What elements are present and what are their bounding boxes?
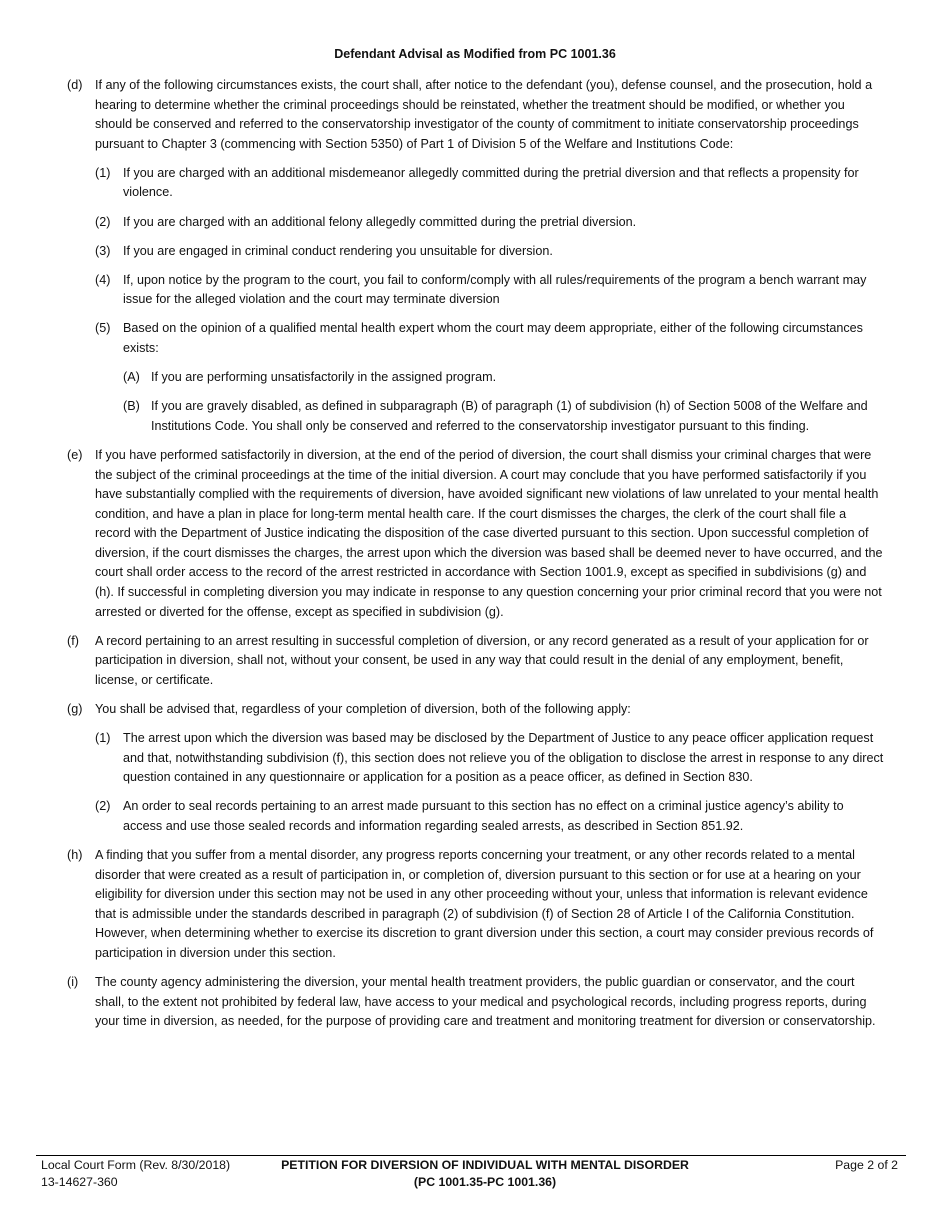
paragraph-item xyxy=(67,632,885,691)
paragraph-text: If you are engaged in criminal conduct rendering you unsuitable for diversion. xyxy=(123,243,553,258)
paragraph-label: (3) xyxy=(95,243,111,258)
footer-doc-title-line2: (PC 1001.35-PC 1001.36) xyxy=(413,1175,557,1189)
paragraph-label: (5) xyxy=(95,321,111,336)
advisal-body xyxy=(67,76,885,1041)
paragraph-text: If you have performed satisfactorily in diversion, at the end of the period of diversion, the court shall dismiss your criminal charges that were the subject of the criminal proceedings at the time of the initial diversion. A court may conclude that you have performed satisfactorily if you have substantially complied with the requirements of diversion, have avoided significant new violations of law unrelated to your mental health condition, and have a plan in place for long-term mental health care. If the court dismisses the charges, the clerk of the court shall file a record with the Department of Justice indicating the disposition of the case diverted pursuant to this section. Upon successful completion of diversion, if the court dismisses the charges, the arrest upon which the diversion was based shall be deemed never to have occurred, and the court shall order access to the record of the arrest restricted in accordance with Section 1001.9, except as specified in subdivisions (g) and (h). If successful in completing diversion you may indicate in response to any question concerning your prior criminal record that you were not arrested or diverted for the offense, except as specified in subdivision (g). xyxy=(95,447,883,619)
paragraph-text: A record pertaining to an arrest resulting in successful completion of diversion, or any record generated as a result of your application for or participation in diversion, shall not, without your consent, be used in any way that could result in the denial of any employment, benefit, license, or certificate. xyxy=(95,633,869,687)
footer-doc-title-line1: PETITION FOR DIVERSION OF INDIVIDUAL WITH MENTAL DISORDER xyxy=(281,1158,689,1172)
paragraph-item xyxy=(123,397,885,436)
paragraph-label: (f) xyxy=(67,633,79,648)
paragraph-text: If you are charged with an additional felony allegedly committed during the pretrial diversion. xyxy=(123,214,637,229)
paragraph-item xyxy=(95,797,885,836)
paragraph-text: If any of the following circumstances exists, the court shall, after notice to the defendant (you), defense counsel, and the prosecution, hold a hearing to determine whether the criminal proceedings should be reinstated, whether the treatment should be modified, or whether you should be conserved and referred to the conservatorship investigator of the county of commitment to initiate conservatorship proceedings pursuant to Chapter 3 (commencing with Section 5350) of Part 1 of Division 5 of the Welfare and Institutions Code: xyxy=(95,78,873,151)
paragraph-label: (A) xyxy=(123,370,140,385)
paragraph-label: (1) xyxy=(95,731,111,746)
paragraph-text: If you are gravely disabled, as defined in subparagraph (B) of paragraph (1) of subdivision (h) of Section 5008 of the Welfare and Institutions Code. You shall only be conserved and referred to the conservatorship investigator pursuant to this finding. xyxy=(151,399,868,433)
paragraph-text: If, upon notice by the program to the court, you fail to conform/comply with all rules/requirements of the program a bench warrant may issue for the alleged violation and the court may terminate diversion xyxy=(123,272,867,307)
paragraph-item xyxy=(67,76,885,154)
paragraph-item xyxy=(95,164,885,203)
paragraph-item xyxy=(95,242,885,262)
paragraph-item xyxy=(95,319,885,358)
footer-form-name: Local Court Form (Rev. 8/30/2018) xyxy=(41,1158,231,1172)
paragraph-text: The arrest upon which the diversion was based may be disclosed by the Department of Justice to any peace officer application request and that, notwithstanding subdivision (f), this section does not relieve you of the obligation to disclose the arrest in response to any direct question contained in any questionnaire or application for a position as a peace officer, as defined in Section 830. xyxy=(123,731,884,785)
paragraph-label: (2) xyxy=(95,214,111,229)
paragraph-item xyxy=(95,729,885,788)
paragraph-label: (1) xyxy=(95,165,111,180)
footer-divider xyxy=(36,1155,906,1156)
footer-form-number: 13-14627-360 xyxy=(41,1175,118,1189)
paragraph-label: (B) xyxy=(123,399,140,414)
paragraph-item xyxy=(123,368,885,388)
paragraph-item xyxy=(95,271,885,310)
paragraph-label: (e) xyxy=(67,447,83,462)
paragraph-text: If you are charged with an additional misdemeanor allegedly committed during the pretrial diversion and that reflects a propensity for violence. xyxy=(123,165,859,200)
paragraph-text: A finding that you suffer from a mental disorder, any progress reports concerning your treatment, or any other records related to a mental disorder that were created as a result of participation in, or completion of, diversion pursuant to this section or for use at a hearing on your eligibility for diversion under this section may not be used in any other proceeding without your, unless that information is relevant evidence that is admissible under the standards described in paragraph (2) of subdivision (f) of Section 28 of Article I of the California Constitution. However, when determining whether to exercise its discretion to grant diversion under this section, a court may consider previous records of participation in diversion under this section. xyxy=(95,848,874,961)
paragraph-label: (h) xyxy=(67,848,83,863)
paragraph-text: Based on the opinion of a qualified mental health expert whom the court may deem appropriate, either of the following circumstances exists: xyxy=(123,321,863,356)
paragraph-item xyxy=(67,446,885,622)
paragraph-label: (i) xyxy=(67,975,79,990)
footer-doc-title xyxy=(250,1157,720,1191)
paragraph-text: If you are performing unsatisfactorily in the assigned program. xyxy=(151,370,497,385)
footer-form-info xyxy=(41,1157,230,1191)
paragraph-item xyxy=(67,973,885,1032)
paragraph-item xyxy=(67,700,885,720)
paragraph-item xyxy=(95,213,885,233)
paragraph-label: (4) xyxy=(95,272,111,287)
paragraph-label: (g) xyxy=(67,702,83,717)
paragraph-text: You shall be advised that, regardless of your completion of diversion, both of the following apply: xyxy=(95,702,631,717)
paragraph-label: (d) xyxy=(67,78,83,92)
paragraph-text: An order to seal records pertaining to an arrest made pursuant to this section has no effect on a criminal justice agency’s ability to access and use those sealed records and information regarding sealed arrests, as described in Section 851.92. xyxy=(123,799,844,833)
paragraph-item xyxy=(67,846,885,964)
paragraph-label: (2) xyxy=(95,799,111,814)
page-title: Defendant Advisal as Modified from PC 1001.36 xyxy=(334,47,616,61)
footer-page-number: Page 2 of 2 xyxy=(835,1158,898,1172)
paragraph-text: The county agency administering the diversion, your mental health treatment providers, the public guardian or conservator, and the court shall, to the extent not prohibited by federal law, have access to your medical and psychological records, including progress reports, during your time in diversion, as needed, for the purpose of providing care and treatment and monitoring treatment for diversion or conservatorship. xyxy=(95,975,876,1029)
